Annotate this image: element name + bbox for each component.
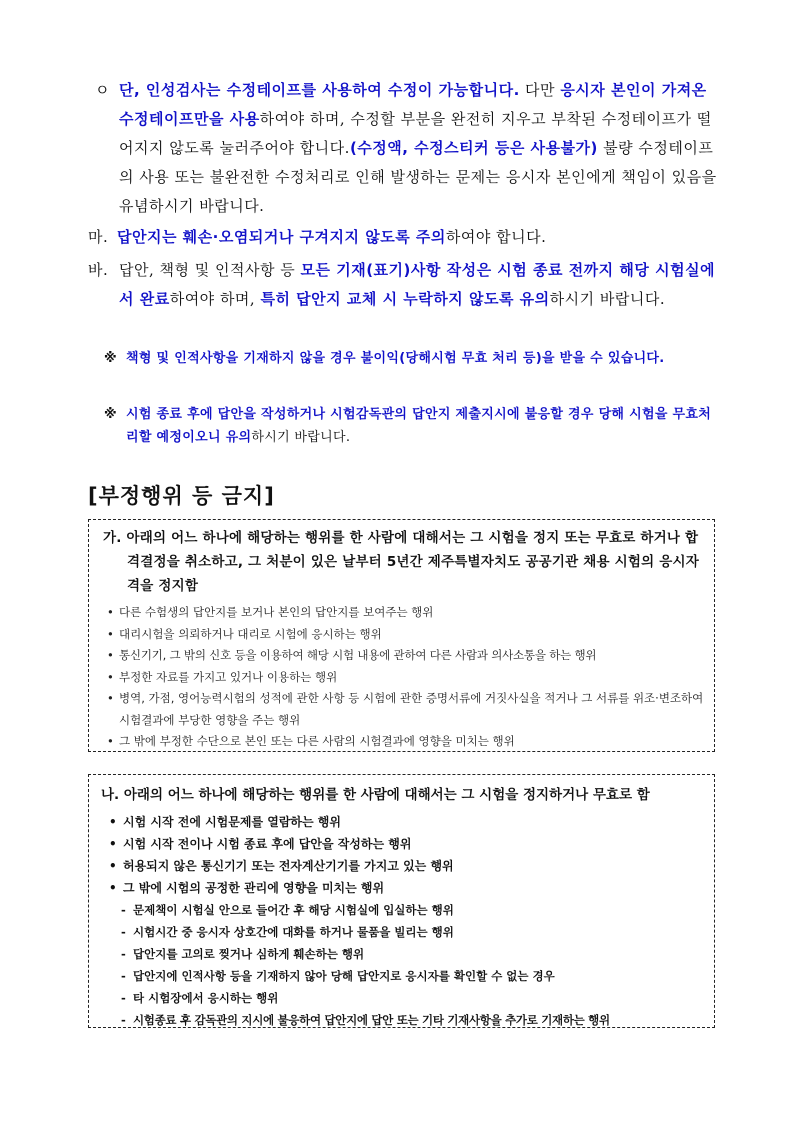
emphasis-text: (수정액, 수정스티커 등은 사용불가) — [349, 139, 598, 157]
emphasis-text: 특히 답안지 교체 시 누락하지 않도록 유의 — [260, 290, 550, 308]
list-item: • 허용되지 않은 통신기기 또는 전자계산기기를 가지고 있는 행위 — [101, 855, 704, 877]
bullet-icon: • — [107, 691, 114, 705]
box-title: 가. 아래의 어느 하나에 해당하는 행위를 한 사람에 대해서는 그 시험을 정지 또는 무효로 하거나 합격결정을 취소하고, 그 처분이 있은 날부터 5년간 제주특별자치도 공공기관 채용 시험의 응시자격을 정지함 — [103, 530, 699, 594]
note-marker: ※ — [104, 351, 117, 366]
box-subitem-list — [101, 899, 704, 1031]
correction-tape-paragraph — [0, 76, 793, 221]
box-item-list — [103, 602, 704, 753]
dash-icon: - — [121, 969, 126, 983]
paragraph-marker: 바. — [88, 261, 109, 279]
dash-icon: - — [121, 991, 126, 1005]
emphasis-text: 단, 인성검사는 수정테이프를 사용하여 수정이 가능합니다. — [119, 81, 520, 99]
body-text: 하여야 하며, — [169, 290, 261, 308]
body-text: 불량 수정테이프의 사용 또는 불완전한 수정처리로 인해 발생하는 문제는 응시자 본인에게 책임이 있음을 유념하시기 바랍니다. — [119, 139, 717, 215]
paragraph-body — [119, 256, 719, 314]
paragraph-marker: 마. — [88, 228, 109, 246]
answer-sheet-care-paragraph — [0, 223, 793, 252]
sub-list-item: - 문제책이 시험실 안으로 들어간 후 해당 시험실에 입실하는 행위 — [101, 899, 704, 921]
note-item — [104, 403, 718, 449]
note-marker: ※ — [104, 407, 117, 422]
bullet-icon: • — [109, 837, 117, 851]
emphasis-text: 답안지는 훼손·오염되거나 구겨지지 않도록 주의 — [117, 228, 446, 246]
sub-list-item: - 시험시간 중 응시자 상호간에 대화를 하거나 물품을 빌리는 행위 — [101, 921, 704, 943]
bullet-icon: • — [109, 859, 117, 873]
misconduct-box-ga — [88, 519, 715, 752]
bullet-icon: • — [107, 626, 114, 641]
section-heading: [부정행위 등 금지] — [88, 484, 275, 508]
paragraph-body — [119, 76, 719, 221]
emphasis-text: 모든 기재(표기)사항 작성은 시험 종료 전까지 해당 시험실에서 완료 — [119, 261, 716, 308]
sub-list-item: - 타 시험장에서 응시하는 행위 — [101, 987, 704, 1009]
misconduct-box-na — [88, 774, 715, 1028]
note-text: 하시기 바랍니다. — [251, 430, 351, 445]
emphasis-text: 응시자 본인이 가져온 수정테이프만을 사용 — [119, 81, 707, 128]
list-item: • 시험 시작 전에 시험문제를 열람하는 행위 — [101, 811, 704, 833]
box-title: 나. 아래의 어느 하나에 해당하는 행위를 한 사람에 대해서는 그 시험을 정지하거나 무효로 함 — [101, 787, 650, 803]
list-item: • 다른 수험생의 답안지를 보거나 본인의 답안지를 보여주는 행위 — [103, 602, 704, 624]
sub-list-item: - 답안지를 고의로 찢거나 심하게 훼손하는 행위 — [101, 943, 704, 965]
bullet-icon: • — [107, 648, 114, 662]
box-item-list — [101, 811, 704, 899]
list-item: • 그 밖에 시험의 공정한 관리에 영향을 미치는 행위 — [101, 877, 704, 899]
dash-icon: - — [121, 903, 126, 917]
list-item: • 부정한 자료를 가지고 있거나 이용하는 행위 — [103, 667, 704, 689]
marking-completion-paragraph — [0, 256, 793, 314]
bullet-icon: • — [109, 815, 117, 829]
list-item: • 통신기기, 그 밖의 신호 등을 이용하여 해당 시험 내용에 관하여 다른 사람과 의사소통을 하는 행위 — [103, 645, 704, 667]
note-emphasis: 시험 종료 후에 답안을 작성하거나 시험감독관의 답안지 제출지시에 불응할 경우 당해 시험을 무효처리할 예정이오니 유의 — [126, 407, 712, 445]
list-item: • 대리시험을 의뢰하거나 대리로 시험에 응시하는 행위 — [103, 624, 704, 646]
note-emphasis: 책형 및 인적사항을 기재하지 않을 경우 불이익(당해시험 무효 처리 등)을 받을 수 있습니다. — [126, 351, 665, 366]
dash-icon: - — [121, 947, 126, 961]
body-text: 하여야 하며, 수정할 부분을 완전히 지우고 부착된 수정테이프가 떨어지지 않도록 눌러주어야 합니다. — [119, 110, 712, 157]
list-item: • 병역, 가점, 영어능력시험의 성적에 관한 사항 등 시험에 관한 증명서류에 거짓사실을 적거나 그 서류를 위조·변조하여 시험결과에 부당한 영향을 주는 행위 — [103, 688, 704, 731]
note-item — [104, 347, 718, 370]
body-text: 다만 — [519, 81, 561, 99]
bullet-icon: • — [109, 881, 117, 895]
list-item: • 시험 시작 전이나 시험 종료 후에 답안을 작성하는 행위 — [101, 833, 704, 855]
body-text: 하여야 합니다. — [445, 228, 547, 246]
list-item: • 그 밖에 부정한 수단으로 본인 또는 다른 사람의 시험결과에 영향을 미치는 행위 — [103, 731, 704, 753]
body-text: 하시기 바랍니다. — [549, 290, 666, 308]
dash-icon: - — [121, 1013, 126, 1027]
paragraph-marker: ㅇ — [95, 81, 110, 99]
sub-list-item: - 시험종료 후 감독관의 지시에 불응하여 답안지에 답안 또는 기타 기재사항을 추가로 기재하는 행위 — [101, 1009, 704, 1031]
sub-list-item: - 답안지에 인적사항 등을 기재하지 않아 당해 답안지로 응시자를 확인할 수 없는 경우 — [101, 965, 704, 987]
bullet-icon: • — [107, 669, 114, 684]
bullet-icon: • — [107, 605, 114, 619]
bullet-icon: • — [107, 734, 114, 748]
dash-icon: - — [121, 925, 126, 939]
body-text: 답안, 책형 및 인적사항 등 — [119, 261, 301, 279]
paragraph-body — [117, 223, 719, 252]
